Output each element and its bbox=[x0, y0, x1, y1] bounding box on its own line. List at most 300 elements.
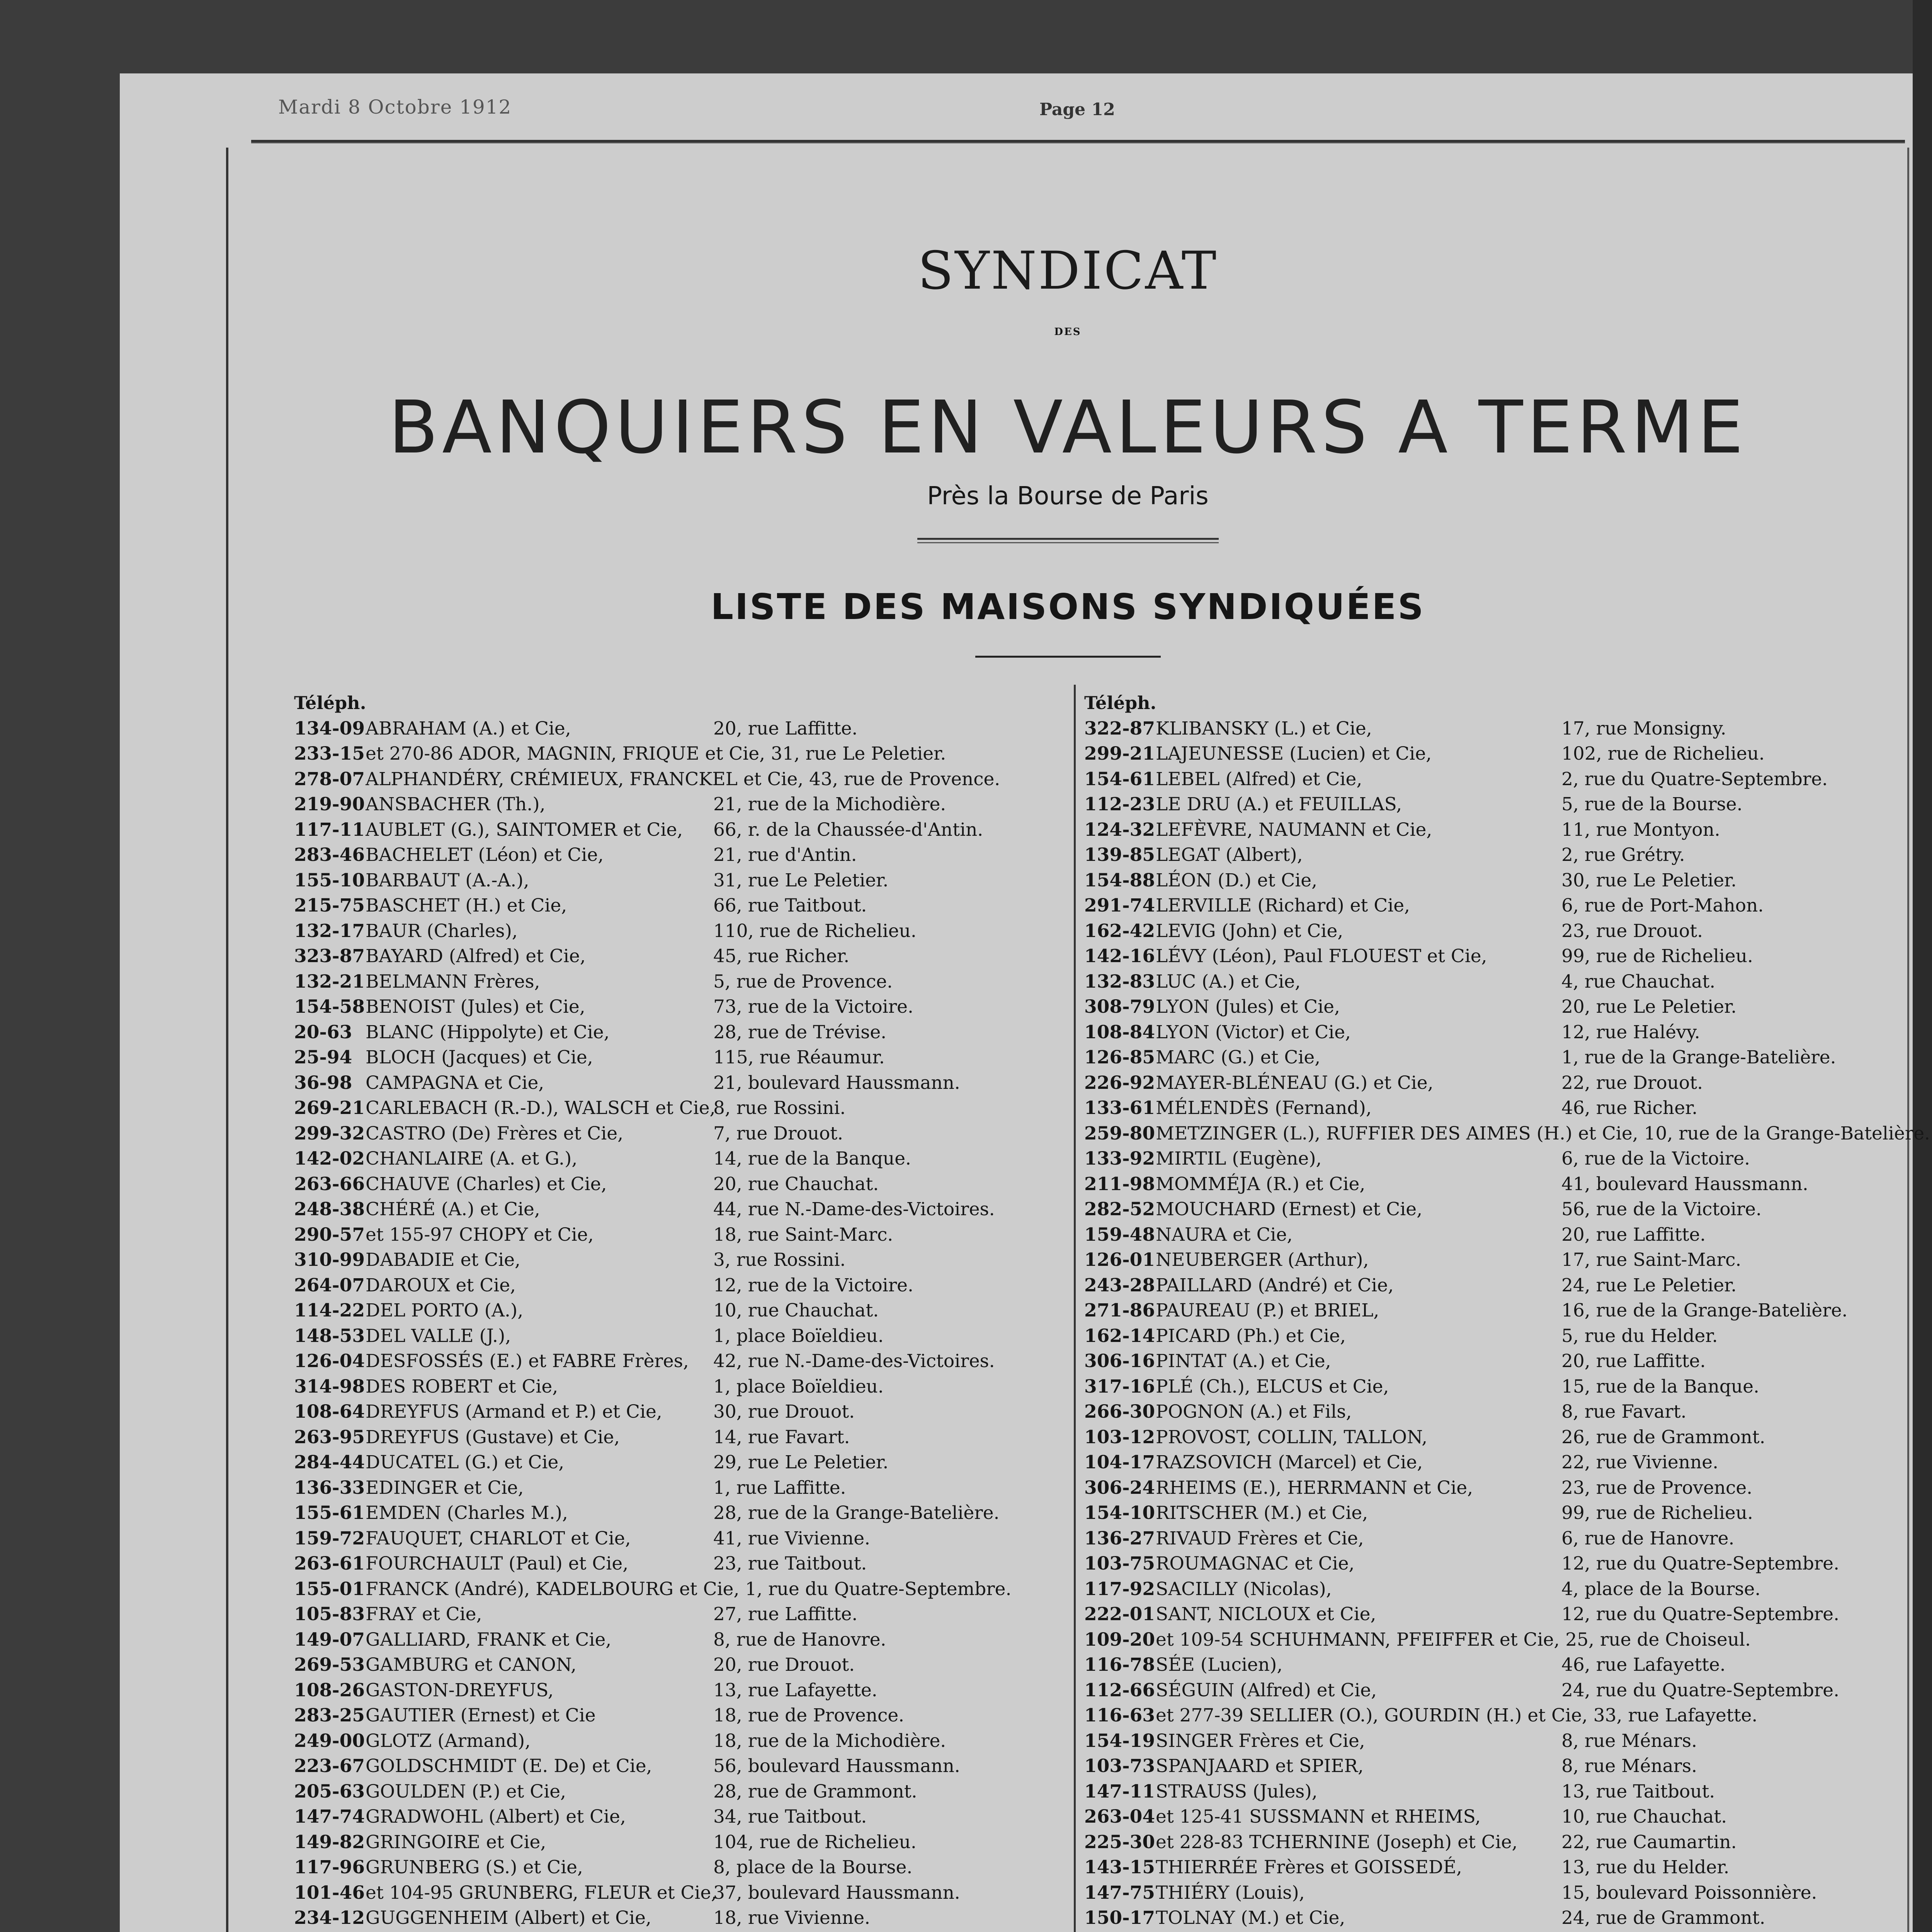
firm-address: 2, rue du Quatre-Septembre. bbox=[1561, 768, 1828, 790]
firm-name bbox=[1156, 1931, 1433, 1932]
member-row bbox=[294, 1577, 1071, 1602]
member-row bbox=[1084, 1678, 1900, 1703]
firm-address: 10, rue Chauchat. bbox=[1561, 1806, 1727, 1827]
member-row bbox=[294, 1551, 1071, 1577]
firm-name: BAUR (Charles), bbox=[366, 920, 518, 942]
firm-name: BAYARD (Alfred) et Cie, bbox=[366, 946, 586, 967]
firm-name: POGNON (A.) et Fils, bbox=[1156, 1401, 1352, 1422]
firm-name: FAUQUET, CHARLOT et Cie, bbox=[366, 1527, 631, 1549]
telephone-number: 109-20 bbox=[1084, 1629, 1155, 1650]
member-row bbox=[294, 1146, 1071, 1172]
firm-address: 23, rue Taitbout. bbox=[713, 1553, 867, 1574]
member-row bbox=[294, 1045, 1071, 1070]
telephone-number: 132-21 bbox=[294, 971, 365, 992]
firm-name: LYON (Victor) et Cie, bbox=[1156, 1021, 1351, 1043]
firm-address: 21, rue de la Michodière. bbox=[713, 794, 946, 815]
firm-name: LÉVY (Léon), Paul FLOUEST et Cie, bbox=[1156, 946, 1487, 967]
telephone-number: 283-25 bbox=[294, 1705, 365, 1726]
telephone-number: 133-92 bbox=[1084, 1148, 1155, 1169]
firm-address: 20, rue Drouot. bbox=[713, 1654, 855, 1675]
firm-address: 4, place de la Bourse. bbox=[1561, 1578, 1761, 1600]
member-row bbox=[294, 1197, 1071, 1222]
telephone-number: 105-83 bbox=[294, 1604, 365, 1625]
telephone-number: 133-61 bbox=[1084, 1097, 1155, 1119]
firm-address: 18, rue Vivienne. bbox=[713, 1907, 871, 1929]
firm-address: 11, rue Montyon. bbox=[1561, 819, 1720, 840]
telephone-number: 226-92 bbox=[1084, 1072, 1155, 1094]
firm-address: 46, rue Richer. bbox=[1561, 1097, 1698, 1119]
member-row bbox=[294, 1931, 1071, 1932]
firm-name: BELMANN Frères, bbox=[366, 971, 540, 992]
telephone-number: 103-12 bbox=[1084, 1426, 1155, 1448]
firm-address: 66, rue Taitbout. bbox=[713, 895, 867, 916]
telephone-number: 126-01 bbox=[1084, 1249, 1155, 1270]
firm-name: GLOTZ (Armand), bbox=[366, 1730, 531, 1752]
member-row bbox=[294, 1804, 1071, 1830]
telephone-number: 147-74 bbox=[294, 1806, 365, 1827]
member-row bbox=[1084, 1045, 1900, 1070]
telephone-number: 134-09 bbox=[294, 718, 365, 739]
firm-address bbox=[1561, 1931, 1709, 1932]
telephone-number: 211-98 bbox=[1084, 1173, 1155, 1195]
member-row bbox=[294, 1349, 1071, 1374]
firm-address: 24, rue de Grammont. bbox=[1561, 1907, 1765, 1929]
firm-name: METZINGER (L.), RUFFIER DES AIMES (H.) et Cie, 10, rue de la Grange-Batelière. bbox=[1156, 1122, 1930, 1144]
firm-name: CHANLAIRE (A. et G.), bbox=[366, 1148, 578, 1169]
firm-address: 20, rue Laffitte. bbox=[1561, 1224, 1706, 1245]
firm-name: GRINGOIRE et Cie, bbox=[366, 1831, 546, 1853]
firm-address: 13, rue Taitbout. bbox=[1561, 1781, 1715, 1802]
firm-address: 37, boulevard Haussmann. bbox=[713, 1882, 960, 1903]
member-row bbox=[1084, 1753, 1900, 1779]
member-row bbox=[294, 868, 1071, 893]
firm-name: DABADIE et Cie, bbox=[366, 1249, 520, 1270]
firm-address: 7, rue Drouot. bbox=[713, 1122, 844, 1144]
firm-address: 15, rue de la Banque. bbox=[1561, 1376, 1759, 1397]
firm-name: SINGER Frères et Cie, bbox=[1156, 1730, 1365, 1752]
firm-name: et 125-41 SUSSMANN et RHEIMS, bbox=[1156, 1806, 1481, 1827]
telephone-number: 132-83 bbox=[1084, 971, 1155, 992]
member-row bbox=[1084, 1779, 1900, 1804]
member-row bbox=[294, 1399, 1071, 1425]
member-row bbox=[294, 1475, 1071, 1501]
firm-name: FOURCHAULT (Paul) et Cie, bbox=[366, 1553, 629, 1574]
telephone-number: 308-79 bbox=[1084, 996, 1155, 1017]
firm-address: 24, rue Le Peletier. bbox=[1561, 1274, 1737, 1296]
telephone-number: 116-78 bbox=[1084, 1654, 1155, 1675]
firm-name: BACHELET (Léon) et Cie, bbox=[366, 844, 604, 866]
telephone-number: 248-38 bbox=[294, 1199, 365, 1220]
member-row bbox=[1084, 1222, 1900, 1248]
telephone-number: 162-14 bbox=[1084, 1325, 1155, 1347]
member-row bbox=[294, 1273, 1071, 1298]
telephone-number: 219-90 bbox=[294, 794, 365, 815]
member-row bbox=[1084, 1830, 1900, 1855]
telephone-number: 112-66 bbox=[1084, 1679, 1155, 1701]
telephone-number: 126-04 bbox=[294, 1350, 365, 1372]
telephone-number: 154-19 bbox=[1084, 1730, 1155, 1752]
telephone-number: 159-48 bbox=[1084, 1224, 1155, 1245]
firm-name: DREYFUS (Armand et P.) et Cie, bbox=[366, 1401, 662, 1422]
subtitle: Près la Bourse de Paris bbox=[927, 482, 1209, 510]
firm-address: 23, rue Drouot. bbox=[1561, 920, 1703, 942]
telephone-number: 103-75 bbox=[1084, 1553, 1155, 1574]
telephone-number: 155-10 bbox=[294, 869, 365, 891]
firm-address: 3, rue Rossini. bbox=[713, 1249, 846, 1270]
telephone-number: 36-98 bbox=[294, 1072, 352, 1094]
firm-name: LEBEL (Alfred) et Cie, bbox=[1156, 768, 1362, 790]
firm-name: ABRAHAM (A.) et Cie, bbox=[366, 718, 571, 739]
firm-name: PINTAT (A.) et Cie, bbox=[1156, 1350, 1331, 1372]
firm-address: 1, place Boïeldieu. bbox=[713, 1376, 884, 1397]
firm-name: CARLEBACH (R.-D.), WALSCH et Cie, bbox=[366, 1097, 716, 1119]
firm-name: CHÉRÉ (A.) et Cie, bbox=[366, 1199, 540, 1220]
firm-name: DESFOSSÉS (E.) et FABRE Frères, bbox=[366, 1350, 689, 1372]
firm-name: MOMMÉJA (R.) et Cie, bbox=[1156, 1173, 1366, 1195]
firm-address: 104, rue de Richelieu. bbox=[713, 1831, 917, 1853]
firm-address: 45, rue Richer. bbox=[713, 946, 850, 967]
firm-address: 56, rue de la Victoire. bbox=[1561, 1199, 1762, 1220]
firm-name: LUC (A.) et Cie, bbox=[1156, 971, 1301, 992]
member-row bbox=[1084, 1526, 1900, 1551]
firm-name: PLÉ (Ch.), ELCUS et Cie, bbox=[1156, 1376, 1389, 1397]
firm-name: LEVIG (John) et Cie, bbox=[1156, 920, 1344, 942]
members-column-right bbox=[1084, 690, 1930, 1932]
firm-address: 1, place Boïeldieu. bbox=[713, 1325, 884, 1347]
member-row bbox=[294, 1095, 1071, 1121]
firm-name: DREYFUS (Gustave) et Cie, bbox=[366, 1426, 620, 1448]
telephone-number: 139-85 bbox=[1084, 844, 1155, 866]
firm-address: 34, rue Taitbout. bbox=[713, 1806, 867, 1827]
member-row bbox=[294, 1121, 1071, 1146]
telephone-number: 132-17 bbox=[294, 920, 365, 942]
member-row bbox=[294, 1855, 1071, 1880]
firm-name: et 270-86 ADOR, MAGNIN, FRIQUE et Cie, 31, rue Le Peletier. bbox=[366, 743, 946, 764]
firm-name: CASTRO (De) Frères et Cie, bbox=[366, 1122, 624, 1144]
firm-address: 27, rue Laffitte. bbox=[713, 1604, 858, 1625]
telephone-number: 263-61 bbox=[294, 1553, 365, 1574]
firm-name: et 155-97 CHOPY et Cie, bbox=[366, 1224, 594, 1245]
firm-name: DAROUX et Cie, bbox=[366, 1274, 516, 1296]
member-row bbox=[294, 842, 1071, 868]
firm-name: DEL PORTO (A.), bbox=[366, 1300, 524, 1321]
member-row bbox=[294, 1678, 1071, 1703]
firm-name: LEFÈVRE, NAUMANN et Cie, bbox=[1156, 819, 1432, 840]
telephone-number: 108-26 bbox=[294, 1679, 365, 1701]
telephone-number: 282-52 bbox=[1084, 1199, 1155, 1220]
member-row bbox=[1084, 817, 1900, 843]
member-row bbox=[1084, 1247, 1900, 1273]
member-row bbox=[1084, 1855, 1900, 1880]
firm-address: 18, rue de la Michodière. bbox=[713, 1730, 946, 1752]
firm-name: PROVOST, COLLIN, TALLON, bbox=[1156, 1426, 1428, 1448]
firm-address: 23, rue de Provence. bbox=[1561, 1477, 1753, 1498]
telephone-number: 117-96 bbox=[294, 1857, 365, 1878]
telephone-number: 159-72 bbox=[294, 1527, 365, 1549]
firm-address: 42, rue N.-Dame-des-Victoires. bbox=[713, 1350, 995, 1372]
firm-address: 56, boulevard Haussmann. bbox=[713, 1755, 960, 1777]
firm-name: et 228-83 TCHERNINE (Joseph) et Cie, bbox=[1156, 1831, 1518, 1853]
telephone-number: 147-75 bbox=[1084, 1882, 1155, 1903]
member-row bbox=[294, 1880, 1071, 1906]
telephone-number: 222-01 bbox=[1084, 1604, 1155, 1625]
telephone-number: 124-32 bbox=[1084, 819, 1155, 840]
telephone-number: 263-66 bbox=[294, 1173, 365, 1195]
telephone-number: 20-63 bbox=[294, 1021, 352, 1043]
member-row bbox=[1084, 1095, 1900, 1121]
firm-address: 28, rue de la Grange-Batelière. bbox=[713, 1502, 1000, 1524]
firm-address: 26, rue de Grammont. bbox=[1561, 1426, 1765, 1448]
firm-name: LE DRU (A.) et FEUILLAS, bbox=[1156, 794, 1402, 815]
firm-address: 6, rue de Port-Mahon. bbox=[1561, 895, 1764, 916]
firm-name: THIERRÉE Frères et GOISSEDÉ, bbox=[1156, 1857, 1462, 1878]
telephone-number: 114-22 bbox=[294, 1300, 365, 1321]
firm-address: 12, rue du Quatre-Septembre. bbox=[1561, 1604, 1840, 1625]
member-row bbox=[294, 1753, 1071, 1779]
member-row bbox=[294, 918, 1071, 944]
telephone-number: 271-86 bbox=[1084, 1300, 1155, 1321]
firm-name: CHAUVE (Charles) et Cie, bbox=[366, 1173, 607, 1195]
firm-name: PAILLARD (André) et Cie, bbox=[1156, 1274, 1394, 1296]
member-row bbox=[294, 1323, 1071, 1349]
member-row bbox=[294, 716, 1071, 742]
firm-address: 28, rue de Grammont. bbox=[713, 1781, 917, 1802]
telephone-number: 290-57 bbox=[294, 1224, 365, 1245]
firm-name: SPANJAARD et SPIER, bbox=[1156, 1755, 1364, 1777]
member-row bbox=[294, 1779, 1071, 1804]
firm-address: 31, rue Le Peletier. bbox=[713, 869, 889, 891]
member-row bbox=[294, 1020, 1071, 1045]
firm-address: 16, rue de la Grange-Batelière. bbox=[1561, 1300, 1848, 1321]
firm-name: BENOIST (Jules) et Cie, bbox=[366, 996, 585, 1017]
firm-address: 15, boulevard Poissonnière. bbox=[1561, 1882, 1817, 1903]
firm-address: 5, rue de Provence. bbox=[713, 971, 893, 992]
telephone-number: 117-92 bbox=[1084, 1578, 1155, 1600]
telephone-number: 264-07 bbox=[294, 1274, 365, 1296]
member-row bbox=[1084, 1020, 1900, 1045]
firm-address: 6, rue de la Victoire. bbox=[1561, 1148, 1750, 1169]
telephone-number: 154-88 bbox=[1084, 869, 1155, 891]
telephone-number: 150-17 bbox=[1084, 1907, 1155, 1929]
telephone-number: 142-02 bbox=[294, 1148, 365, 1169]
firm-name: DEL VALLE (J.), bbox=[366, 1325, 511, 1347]
telephone-number: 259-80 bbox=[1084, 1122, 1155, 1144]
telephone-number: 306-16 bbox=[1084, 1350, 1155, 1372]
member-row bbox=[1084, 792, 1900, 817]
telephone-number: 249-00 bbox=[294, 1730, 365, 1752]
firm-address: 8, rue Favart. bbox=[1561, 1401, 1687, 1422]
firm-name: GAMBURG et CANON, bbox=[366, 1654, 577, 1675]
member-row bbox=[294, 767, 1071, 792]
issue-date: Mardi 8 Octobre 1912 bbox=[278, 96, 512, 118]
firm-name: GASTON-DREYFUS, bbox=[366, 1679, 554, 1701]
telephone-number: 104-17 bbox=[1084, 1452, 1155, 1473]
member-row bbox=[1084, 893, 1900, 918]
firm-address: 10, rue Chauchat. bbox=[713, 1300, 879, 1321]
member-row bbox=[1084, 1804, 1900, 1830]
firm-name: LAJEUNESSE (Lucien) et Cie, bbox=[1156, 743, 1432, 764]
member-row bbox=[294, 1627, 1071, 1653]
column-separator bbox=[1074, 685, 1076, 1932]
firm-name: LERVILLE (Richard) et Cie, bbox=[1156, 895, 1410, 916]
member-row bbox=[294, 1450, 1071, 1475]
firm-name: GOULDEN (P.) et Cie, bbox=[366, 1781, 566, 1802]
firm-address: 2, rue Grétry. bbox=[1561, 844, 1685, 866]
member-row bbox=[1084, 1652, 1900, 1678]
telephone-number: 283-46 bbox=[294, 844, 365, 866]
telephone-number: 314-98 bbox=[294, 1376, 365, 1397]
member-row bbox=[1084, 1627, 1900, 1653]
firm-address: 14, rue Favart. bbox=[713, 1426, 850, 1448]
firm-address: 6, rue de Hanovre. bbox=[1561, 1527, 1735, 1549]
member-row bbox=[1084, 944, 1900, 969]
firm-address: 4, rue Chauchat. bbox=[1561, 971, 1716, 992]
telephone-number: 117-11 bbox=[294, 819, 365, 840]
telephone-number: 266-30 bbox=[1084, 1401, 1155, 1422]
firm-address: 44, rue N.-Dame-des-Victoires. bbox=[713, 1199, 995, 1220]
firm-name: GOLDSCHMIDT (E. De) et Cie, bbox=[366, 1755, 652, 1777]
member-row bbox=[294, 1374, 1071, 1400]
member-row bbox=[1084, 1905, 1900, 1931]
member-row bbox=[1084, 1500, 1900, 1526]
telephone-number: 291-74 bbox=[1084, 895, 1155, 916]
member-row bbox=[294, 1905, 1071, 1931]
divider bbox=[975, 656, 1161, 658]
member-row bbox=[1084, 1450, 1900, 1475]
firm-name: GALLIARD, FRANK et Cie, bbox=[366, 1629, 612, 1650]
member-row bbox=[1084, 1602, 1900, 1627]
firm-address: 18, rue de Provence. bbox=[713, 1705, 905, 1726]
telephone-number: 322-87 bbox=[1084, 718, 1155, 739]
telephone-number: 323-87 bbox=[294, 946, 365, 967]
member-row bbox=[294, 1652, 1071, 1678]
member-row bbox=[1084, 868, 1900, 893]
telephone-number: 103-73 bbox=[1084, 1755, 1155, 1777]
member-row bbox=[1084, 1323, 1900, 1349]
member-row bbox=[1084, 1121, 1930, 1146]
firm-name bbox=[366, 1931, 717, 1932]
firm-address: 8, rue de Hanovre. bbox=[713, 1629, 886, 1650]
firm-name: AUBLET (G.), SAINTOMER et Cie, bbox=[366, 819, 683, 840]
firm-address: 20, rue Laffitte. bbox=[1561, 1350, 1706, 1372]
firm-address: 1, rue Laffitte. bbox=[713, 1477, 846, 1498]
members-column-left bbox=[294, 690, 1071, 1932]
firm-address: 28, rue de Trévise. bbox=[713, 1021, 887, 1043]
telephone-number: 155-01 bbox=[294, 1578, 365, 1600]
firm-name: MIRTIL (Eugène), bbox=[1156, 1148, 1322, 1169]
telephone-number: 310-99 bbox=[294, 1249, 365, 1270]
telephone-number: 136-33 bbox=[294, 1477, 365, 1498]
firm-address: 12, rue du Quatre-Septembre. bbox=[1561, 1553, 1840, 1574]
firm-name: ALPHANDÉRY, CRÉMIEUX, FRANCKEL et Cie, 43, rue de Provence. bbox=[366, 768, 1000, 790]
firm-name: SÉGUIN (Alfred) et Cie, bbox=[1156, 1679, 1377, 1701]
member-row bbox=[1084, 969, 1900, 995]
firm-address: 20, rue Le Peletier. bbox=[1561, 996, 1737, 1017]
firm-address: 66, r. de la Chaussée-d'Antin. bbox=[713, 819, 983, 840]
telephone-number: 136-27 bbox=[1084, 1527, 1155, 1549]
firm-name: et 104-95 GRUNBERG, FLEUR et Cie, bbox=[366, 1882, 717, 1903]
divider-double bbox=[917, 538, 1219, 543]
firm-address: 41, rue Vivienne. bbox=[713, 1527, 871, 1549]
member-row bbox=[1084, 1197, 1900, 1222]
telephone-number: 234-12 bbox=[294, 1907, 365, 1929]
member-row bbox=[1084, 1880, 1900, 1906]
member-row bbox=[1084, 1349, 1900, 1374]
member-row bbox=[1084, 1070, 1900, 1096]
firm-name: GRUNBERG (S.) et Cie, bbox=[366, 1857, 583, 1878]
firm-name: THIÉRY (Louis), bbox=[1156, 1882, 1305, 1903]
firm-address: 20, rue Chauchat. bbox=[713, 1173, 879, 1195]
member-row bbox=[294, 944, 1071, 969]
telephone-number bbox=[294, 1931, 365, 1932]
member-row bbox=[1084, 1475, 1900, 1501]
telephone-number bbox=[1084, 1931, 1155, 1932]
firm-address: 8, place de la Bourse. bbox=[713, 1857, 913, 1878]
firm-address: 22, rue Drouot. bbox=[1561, 1072, 1703, 1094]
telephone-number: 306-24 bbox=[1084, 1477, 1155, 1498]
firm-address: 29, rue Le Peletier. bbox=[713, 1452, 889, 1473]
telephone-number: 142-16 bbox=[1084, 946, 1155, 967]
telephone-number: 233-15 bbox=[294, 743, 365, 764]
firm-name: PICARD (Ph.) et Cie, bbox=[1156, 1325, 1346, 1347]
firm-address: 14, rue de la Banque. bbox=[713, 1148, 911, 1169]
telephone-number: 317-16 bbox=[1084, 1376, 1155, 1397]
firm-address: 8, rue Ménars. bbox=[1561, 1755, 1697, 1777]
firm-name: ANSBACHER (Th.), bbox=[366, 794, 546, 815]
firm-name: MARC (G.) et Cie, bbox=[1156, 1047, 1321, 1068]
member-row bbox=[294, 1728, 1071, 1754]
firm-address: 12, rue de la Victoire. bbox=[713, 1274, 913, 1296]
firm-address: 99, rue de Richelieu. bbox=[1561, 946, 1753, 967]
member-row bbox=[1084, 1425, 1900, 1450]
firm-name: BLOCH (Jacques) et Cie, bbox=[366, 1047, 593, 1068]
telephone-number: 112-23 bbox=[1084, 794, 1155, 815]
member-row bbox=[1084, 1399, 1900, 1425]
telephone-number: 263-95 bbox=[294, 1426, 365, 1448]
scan-edge bbox=[1913, 0, 1932, 1932]
member-row bbox=[294, 817, 1071, 843]
telephone-number: 269-21 bbox=[294, 1097, 365, 1119]
syndicat-heading: SYNDICAT bbox=[918, 240, 1218, 301]
advertisement-frame bbox=[226, 148, 1930, 1932]
firm-name: STRAUSS (Jules), bbox=[1156, 1781, 1318, 1802]
firm-name: KLIBANSKY (L.) et Cie, bbox=[1156, 718, 1372, 739]
des-connector: DES bbox=[1054, 326, 1082, 338]
member-row bbox=[1084, 994, 1900, 1020]
firm-name: RHEIMS (E.), HERRMANN et Cie, bbox=[1156, 1477, 1473, 1498]
telephone-number: 162-42 bbox=[1084, 920, 1155, 942]
member-row bbox=[1084, 1577, 1900, 1602]
firm-address: 22, rue Vivienne. bbox=[1561, 1452, 1719, 1473]
firm-name: SÉE (Lucien), bbox=[1156, 1654, 1283, 1675]
member-row bbox=[294, 893, 1071, 918]
telephone-number: 154-61 bbox=[1084, 768, 1155, 790]
firm-address: 21, rue d'Antin. bbox=[713, 844, 857, 866]
member-row bbox=[1084, 716, 1900, 742]
member-row bbox=[294, 741, 1071, 767]
telephone-number: 149-82 bbox=[294, 1831, 365, 1853]
telephone-number: 269-53 bbox=[294, 1654, 365, 1675]
member-row bbox=[1084, 1172, 1900, 1197]
firm-address: 17, rue Saint-Marc. bbox=[1561, 1249, 1742, 1270]
telephone-number: 284-44 bbox=[294, 1452, 365, 1473]
tel-header: Téléph. bbox=[1084, 692, 1156, 713]
firm-name: LEGAT (Albert), bbox=[1156, 844, 1303, 866]
firm-name: BASCHET (H.) et Cie, bbox=[366, 895, 567, 916]
telephone-number: 154-58 bbox=[294, 996, 365, 1017]
firm-name: FRAY et Cie, bbox=[366, 1604, 482, 1625]
firm-address: 102, rue de Richelieu. bbox=[1561, 743, 1765, 764]
